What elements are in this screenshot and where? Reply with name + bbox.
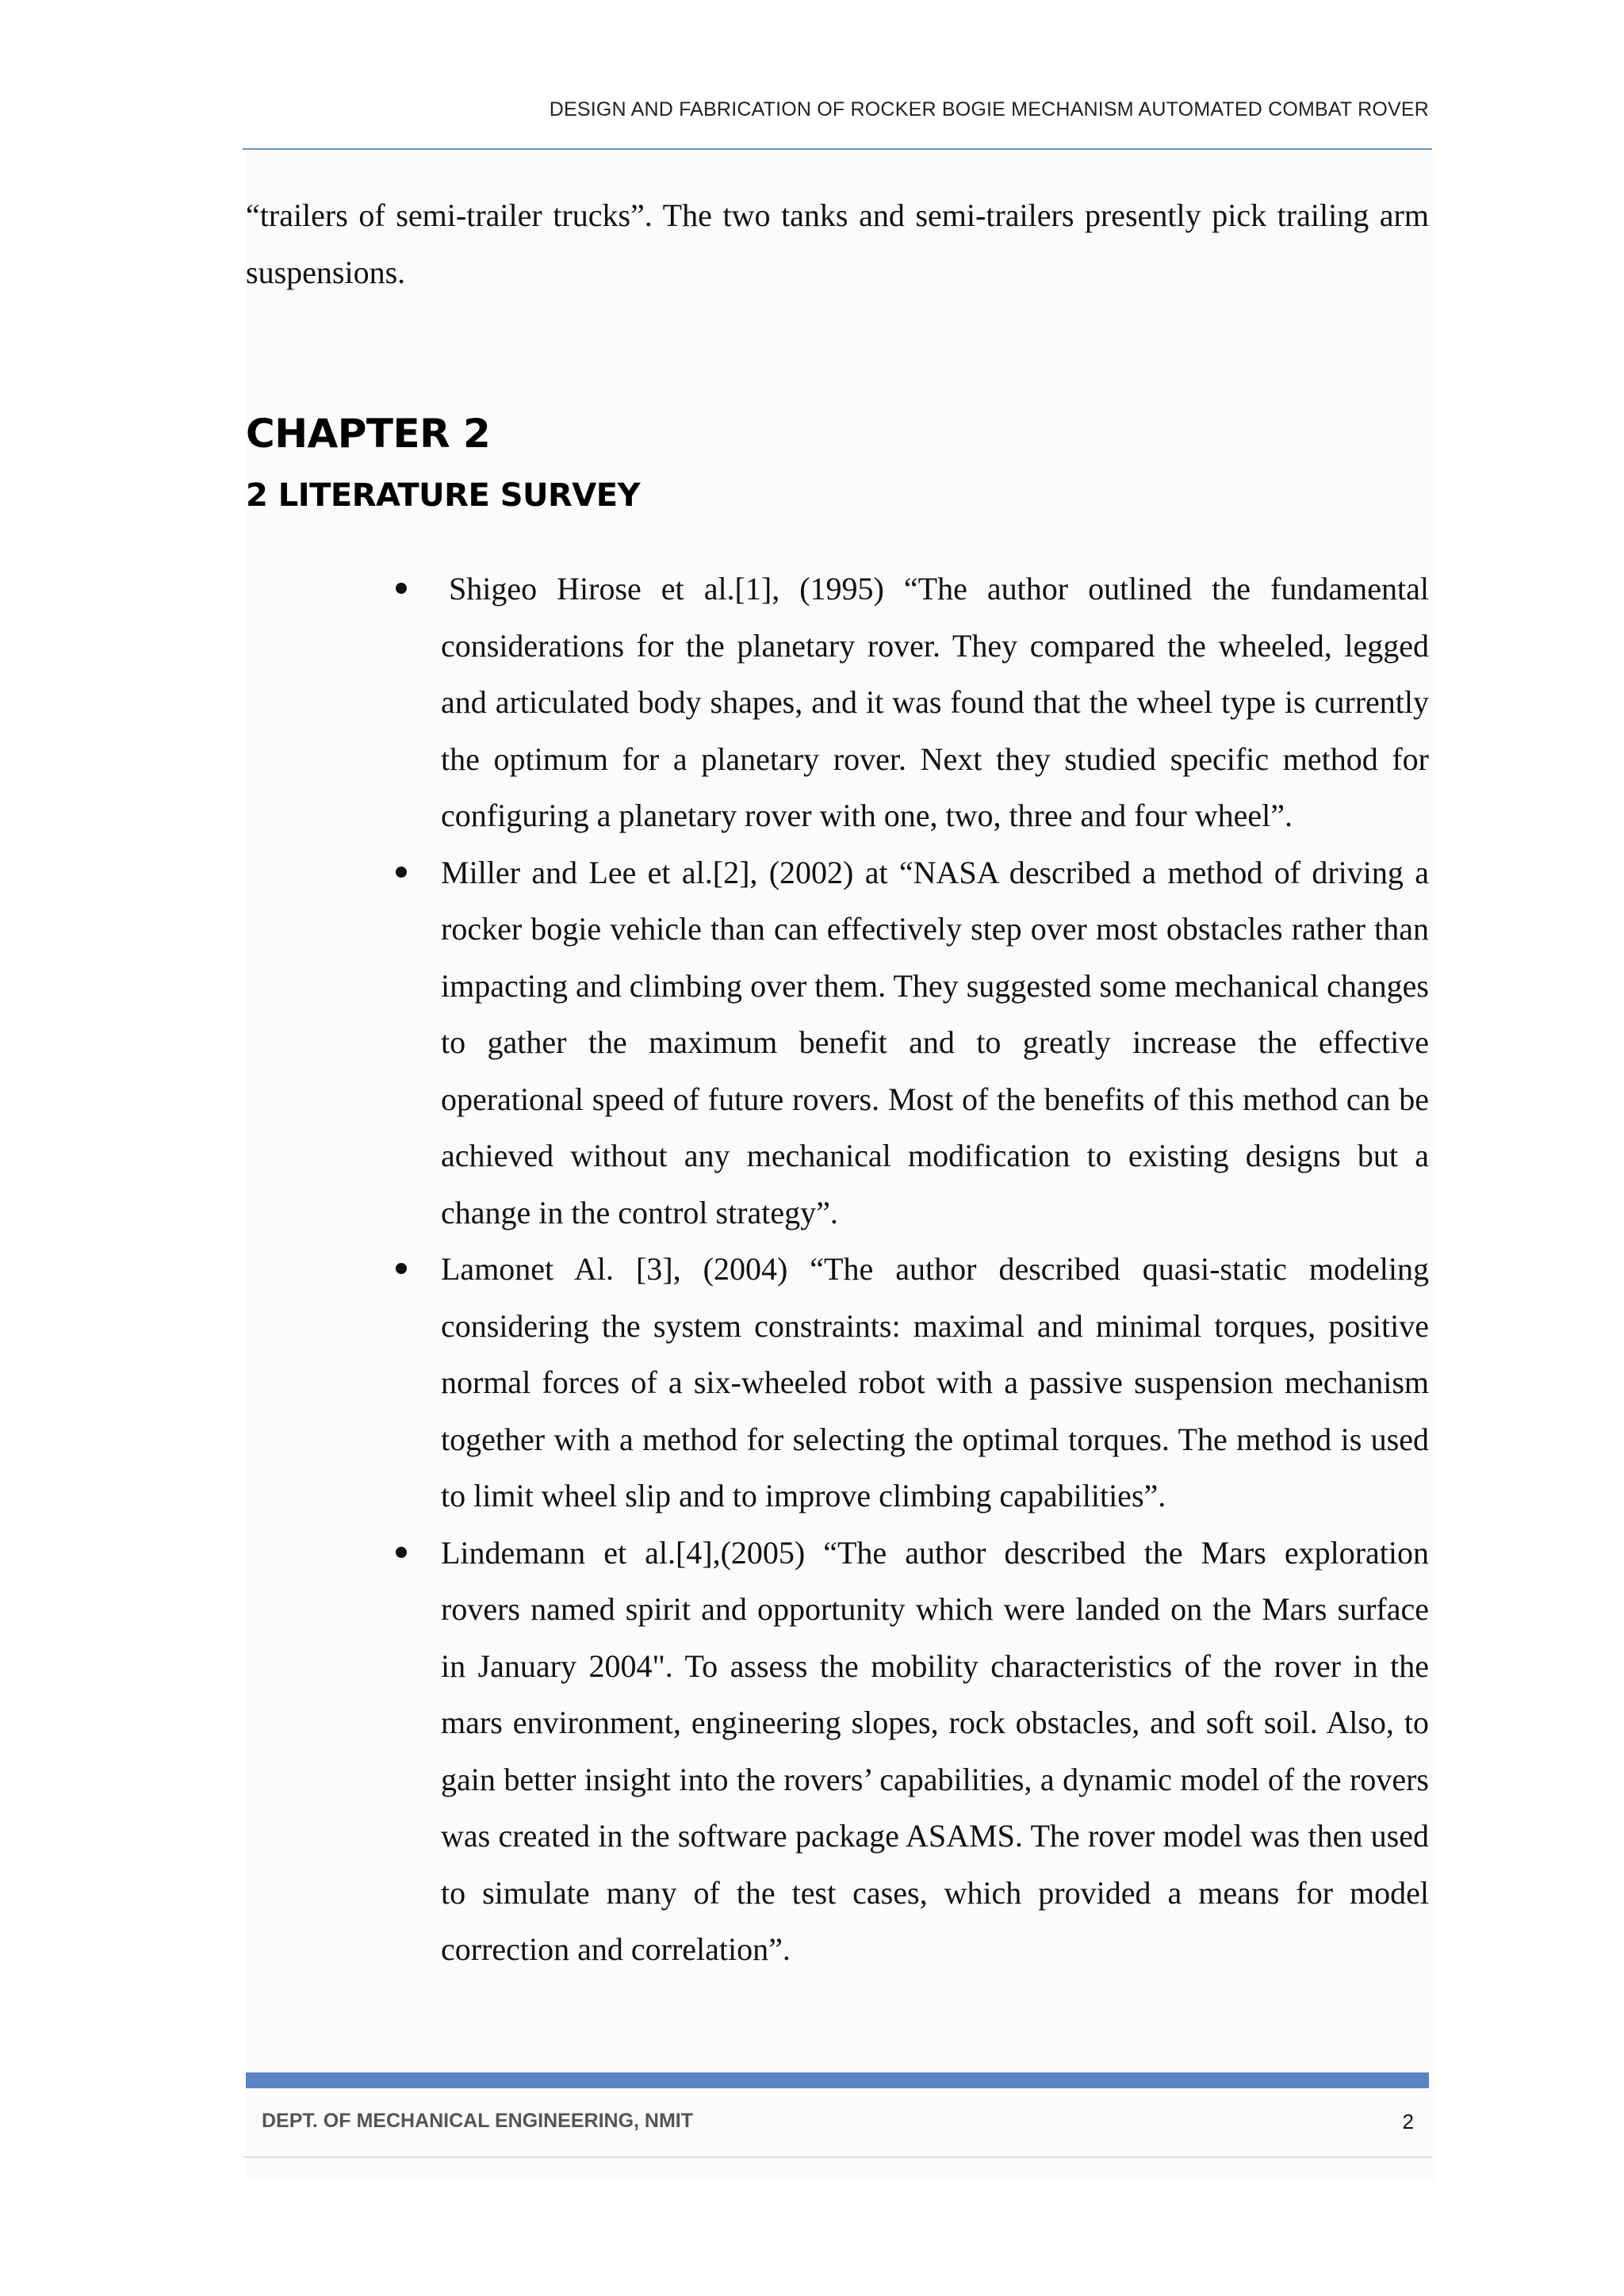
- survey-item: [441, 1241, 1429, 1525]
- survey-item-text: Miller and Lee et al.[2], (2002) at “NASA described a method of driving a rocker bogie vehicle than can effectively step over most obstacles rather than impacting and climbing over them. They suggested some mechanical changes to gather the maximum benefit and to greatly increase the effective operational speed of future rovers. Most of the benefits of this method can be achieved without any mechanical modification to existing designs but a change in the control strategy”.: [441, 854, 1429, 1230]
- intro-paragraph: “trailers of semi-trailer trucks”. The two tanks and semi-trailers presently pick trailing arm suspensions.: [246, 197, 1429, 290]
- survey-item: [441, 561, 1429, 844]
- survey-item-text: Shigeo Hirose et al.[1], (1995) “The author outlined the fundamental considerations for the planetary rover. They compared the wheeled, legged and articulated body shapes, and it was found that the wheel type is currently the optimum for a planetary rover. Next they studied specific method for configuring a planetary rover with one, two, three and four wheel”.: [441, 571, 1429, 833]
- survey-item-text: Lamonet Al. [3], (2004) “The author described quasi-static modeling considering the system constraints: maximal and minimal torques, positive normal forces of a six-wheeled robot with a passive suspension mechanism together with a method for selecting the optimal torques. The method is used to limit wheel slip and to improve climbing capabilities”.: [441, 1251, 1429, 1513]
- survey-item: [441, 1525, 1429, 1978]
- page-number: 2: [1402, 2110, 1414, 2133]
- section-heading: 2 LITERATURE SURVEY: [246, 477, 641, 514]
- chapter-heading: CHAPTER 2: [246, 411, 491, 457]
- survey-item-text: Lindemann et al.[4],(2005) “The author described the Mars exploration rovers named spirit and opportunity which were landed on the Mars surface in January 2004". To assess the mobility characteristics of the rover in the mars environment, engineering slopes, rock obstacles, and soft soil. Also, to gain better insight into the rovers’ capabilities, a dynamic model of the rovers was created in the software package ASAMS. The rover model was then used to simulate many of the test cases, which provided a means for model correction and correlation”.: [441, 1534, 1429, 1967]
- literature-survey-list: [441, 561, 1429, 1978]
- footer-accent-bar: [246, 2072, 1429, 2088]
- bullet-icon: [396, 583, 407, 594]
- survey-item: [441, 844, 1429, 1242]
- bullet-icon: [396, 867, 407, 878]
- bullet-icon: [396, 1263, 407, 1274]
- footer-divider: [243, 2156, 1432, 2158]
- footer-department: DEPT. OF MECHANICAL ENGINEERING, NMIT: [262, 2110, 694, 2132]
- bullet-icon: [396, 1547, 407, 1558]
- header-divider: [243, 148, 1432, 150]
- running-header: DESIGN AND FABRICATION OF ROCKER BOGIE MECHANISM AUTOMATED COMBAT ROVER: [549, 98, 1429, 121]
